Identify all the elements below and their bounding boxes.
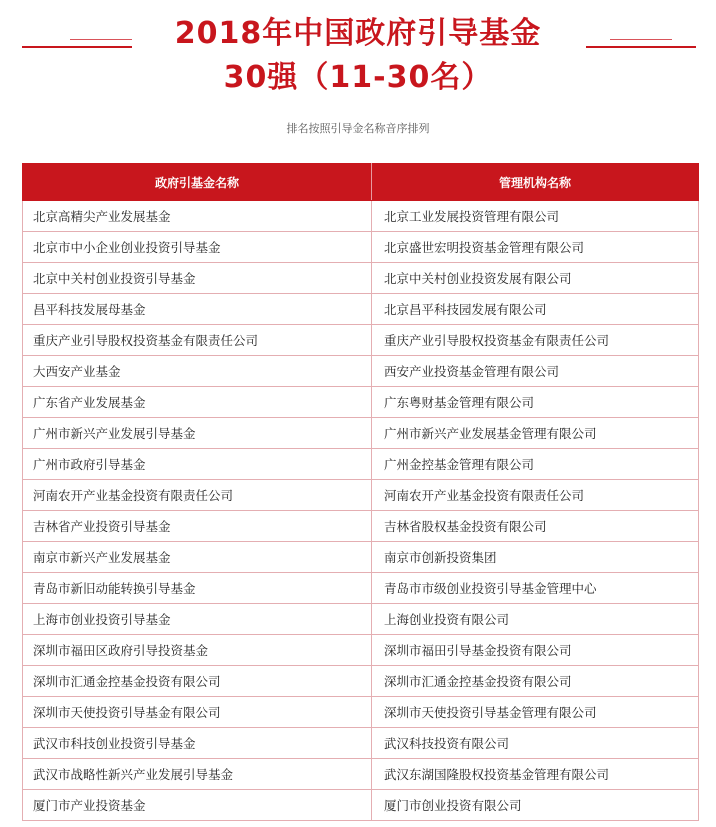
fund-name-cell: 深圳市汇通金控基金投资有限公司 — [23, 666, 372, 697]
fund-name-cell: 深圳市天使投资引导基金有限公司 — [23, 697, 372, 728]
fund-name-cell: 南京市新兴产业发展基金 — [23, 542, 372, 573]
fund-name-cell: 北京高精尖产业发展基金 — [23, 201, 372, 232]
table-row — [23, 635, 699, 666]
manager-name-cell: 北京中关村创业投资发展有限公司 — [372, 263, 699, 294]
manager-name-cell: 厦门市创业投资有限公司 — [372, 790, 699, 821]
manager-name-cell: 北京昌平科技园发展有限公司 — [372, 294, 699, 325]
manager-name-cell: 南京市创新投资集团 — [372, 542, 699, 573]
fund-name-cell: 昌平科技发展母基金 — [23, 294, 372, 325]
fund-name-cell: 北京中关村创业投资引导基金 — [23, 263, 372, 294]
table-row — [23, 325, 699, 356]
manager-name-cell: 西安产业投资基金管理有限公司 — [372, 356, 699, 387]
manager-name-cell: 北京盛世宏明投资基金管理有限公司 — [372, 232, 699, 263]
table-row — [23, 449, 699, 480]
table-row — [23, 418, 699, 449]
page-title-line2: 30强（11-30名） — [223, 60, 493, 95]
fund-name-cell: 青岛市新旧动能转换引导基金 — [23, 573, 372, 604]
table-row — [23, 790, 699, 821]
table-row — [23, 263, 699, 294]
fund-name-cell: 深圳市福田区政府引导投资基金 — [23, 635, 372, 666]
manager-name-cell: 吉林省股权基金投资有限公司 — [372, 511, 699, 542]
fund-name-cell: 武汉市战略性新兴产业发展引导基金 — [23, 759, 372, 790]
fund-name-cell: 重庆产业引导股权投资基金有限责任公司 — [23, 325, 372, 356]
fund-name-cell: 厦门市产业投资基金 — [23, 790, 372, 821]
page-subtitle: 排名按照引导金名称音序排列 — [286, 122, 430, 135]
manager-name-cell: 广东粤财基金管理有限公司 — [372, 387, 699, 418]
table-row — [23, 387, 699, 418]
fund-name-cell: 武汉市科技创业投资引导基金 — [23, 728, 372, 759]
table-row — [23, 201, 699, 232]
table-body — [23, 201, 699, 821]
fund-name-cell: 河南农开产业基金投资有限责任公司 — [23, 480, 372, 511]
manager-name-cell: 河南农开产业基金投资有限责任公司 — [372, 480, 699, 511]
fund-name-cell: 上海市创业投资引导基金 — [23, 604, 372, 635]
manager-name-cell: 重庆产业引导股权投资基金有限责任公司 — [372, 325, 699, 356]
table-header-row — [23, 164, 699, 201]
fund-name-cell: 大西安产业基金 — [23, 356, 372, 387]
table-row — [23, 728, 699, 759]
table-row — [23, 542, 699, 573]
table-row — [23, 759, 699, 790]
manager-name-cell: 深圳市汇通金控基金投资有限公司 — [372, 666, 699, 697]
table-row — [23, 604, 699, 635]
manager-name-cell: 深圳市天使投资引导基金管理有限公司 — [372, 697, 699, 728]
table-row — [23, 356, 699, 387]
page-title-line1: 2018年中国政府引导基金 — [174, 16, 542, 51]
table-row — [23, 511, 699, 542]
table-row — [23, 573, 699, 604]
fund-name-cell: 广州市政府引导基金 — [23, 449, 372, 480]
fund-name-cell: 广东省产业发展基金 — [23, 387, 372, 418]
column-header-fund-name: 政府引基金名称 — [23, 164, 372, 201]
table-row — [23, 232, 699, 263]
table-row — [23, 294, 699, 325]
table-row — [23, 666, 699, 697]
fund-name-cell: 北京市中小企业创业投资引导基金 — [23, 232, 372, 263]
table-row — [23, 697, 699, 728]
page-header — [0, 0, 716, 155]
manager-name-cell: 广州市新兴产业发展基金管理有限公司 — [372, 418, 699, 449]
fund-table — [22, 163, 699, 821]
manager-name-cell: 上海创业投资有限公司 — [372, 604, 699, 635]
manager-name-cell: 深圳市福田引导基金投资有限公司 — [372, 635, 699, 666]
manager-name-cell: 武汉科技投资有限公司 — [372, 728, 699, 759]
column-header-manager-name: 管理机构名称 — [372, 164, 699, 201]
manager-name-cell: 武汉东湖国隆股权投资基金管理有限公司 — [372, 759, 699, 790]
fund-name-cell: 吉林省产业投资引导基金 — [23, 511, 372, 542]
manager-name-cell: 广州金控基金管理有限公司 — [372, 449, 699, 480]
fund-name-cell: 广州市新兴产业发展引导基金 — [23, 418, 372, 449]
manager-name-cell: 北京工业发展投资管理有限公司 — [372, 201, 699, 232]
manager-name-cell: 青岛市市级创业投资引导基金管理中心 — [372, 573, 699, 604]
table-row — [23, 480, 699, 511]
